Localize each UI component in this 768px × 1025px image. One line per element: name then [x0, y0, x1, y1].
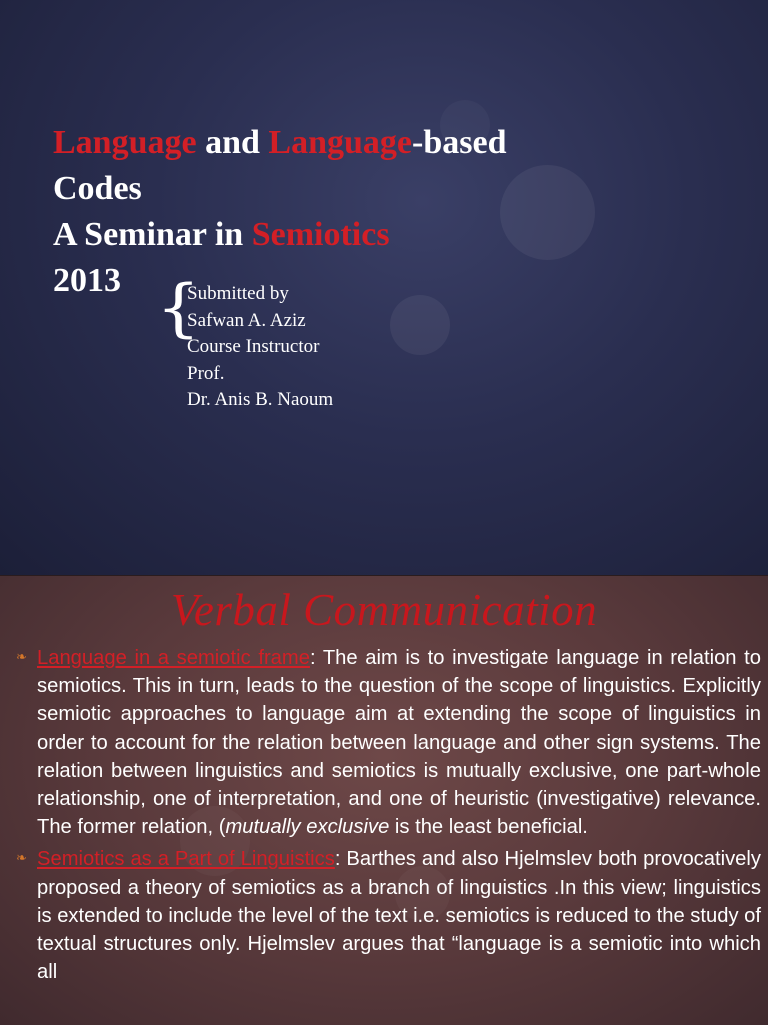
content-slide	[0, 575, 768, 1025]
bullet-colon: :	[309, 647, 316, 669]
bullet-term: Semiotics as a Part of Linguistics	[37, 848, 335, 871]
title-text: A Seminar in	[53, 216, 252, 253]
bullet-emphasis: mutually exclusive	[225, 816, 390, 839]
title-text: 2013	[53, 262, 121, 299]
title-text: -based	[412, 124, 507, 161]
bullet-item	[16, 644, 761, 841]
submission-info	[187, 281, 333, 414]
title-line	[53, 212, 506, 258]
scroll-bullet-icon: ❧	[16, 649, 27, 664]
bullet-text-end: is the least beneficial.	[389, 816, 588, 839]
curly-brace: {	[156, 271, 201, 345]
title-highlight: Semiotics	[251, 216, 390, 253]
scroll-bullet-icon: ❧	[16, 850, 27, 866]
bullet-item	[16, 845, 761, 986]
title-text: and	[196, 124, 269, 161]
title-line	[53, 166, 506, 212]
slide-heading: Verbal Communication	[170, 585, 598, 635]
bullet-text: Barthes and also Hjelmslev both provocatively proposed a theory of semiotics as a branch of linguistics .In this view; linguistics is extended to include the level of the text i.e. semiotics is reduced to the study of textual structures only. Hjelmslev argues that “language is a semiotic into which all	[37, 848, 761, 984]
decorative-bubble	[500, 165, 595, 260]
slide-title	[53, 120, 506, 304]
bullet-colon: :	[334, 848, 341, 871]
instructor-title: Prof.	[187, 362, 225, 384]
bullet-list	[16, 644, 761, 990]
instructor-name: Dr. Anis B. Naoum	[187, 389, 334, 411]
bullet-term: Language in a semiotic frame	[37, 647, 310, 669]
decorative-bubble	[390, 295, 450, 355]
author-name: Safwan A. Aziz	[187, 309, 306, 331]
submitted-by-label: Submitted by	[187, 283, 289, 304]
bullet-text: The aim is to investigate language in relation to semiotics. This in turn, leads to the question of the scope of linguistics. Explicitly semiotic approaches to language aim at extending the scope of linguistics in order to account for the relation between language and other sign systems. The relation between linguistics and semiotics is mutually exclusive, one part-whole relationship, one of interpretation, and one of heuristic (investigative) relevance. The former relation, (	[37, 647, 761, 839]
title-highlight: Language	[268, 124, 413, 161]
title-text: Codes	[53, 170, 142, 207]
title-highlight: Language	[53, 124, 197, 161]
title-line	[53, 120, 506, 166]
course-instructor-label: Course Instructor	[187, 336, 320, 358]
